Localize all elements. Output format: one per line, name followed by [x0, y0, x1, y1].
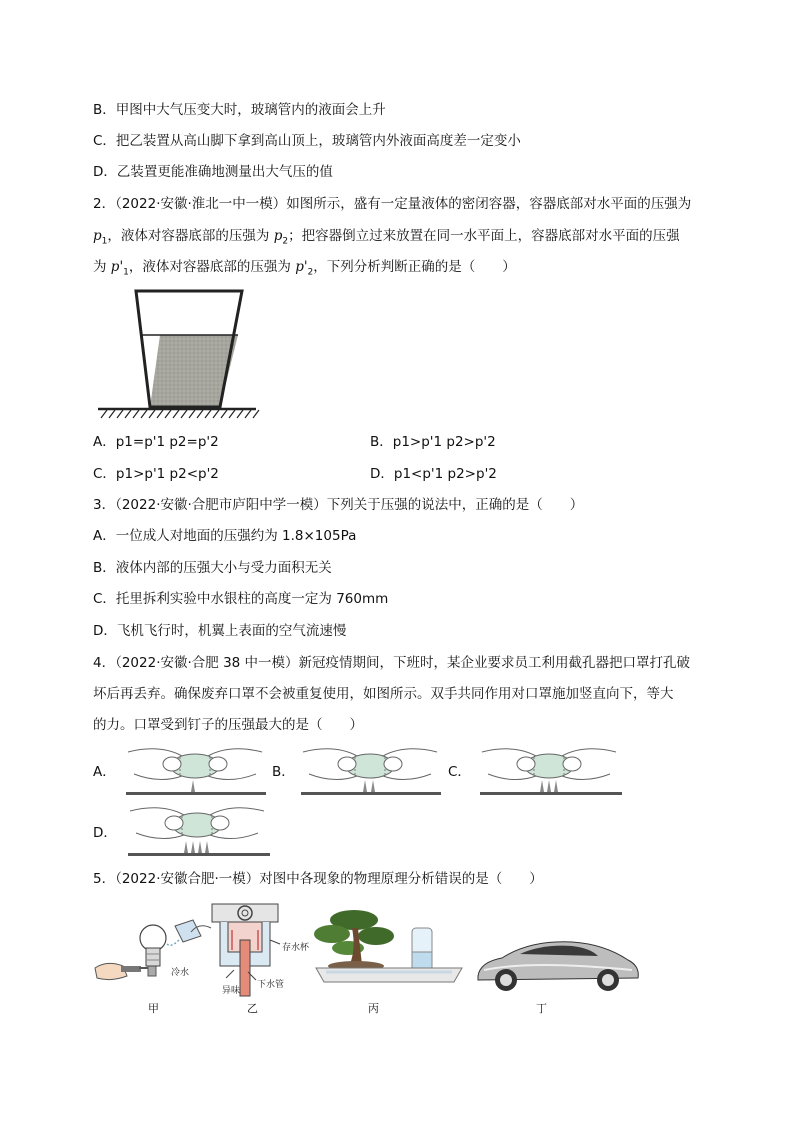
- caption-bing: 丙: [368, 1002, 379, 1015]
- q2-option-c: C．p1>p'1 p2<p'2: [93, 466, 219, 482]
- q4-label-b: B．: [272, 764, 295, 780]
- drain-pipe-label: 下水管: [257, 980, 285, 990]
- q2-option-a: A．p1=p'1 p2=p'2: [93, 434, 219, 450]
- caption-yi: 乙: [247, 1002, 258, 1015]
- q4-figure-d: [122, 801, 274, 861]
- q3-option-a: A．一位成人对地面的压强约为 1.8×105Pa: [93, 528, 357, 544]
- water-cup-label: 存水杯: [282, 943, 310, 953]
- ground-hatching: [101, 410, 259, 418]
- cold-water-label: 冷水: [171, 968, 190, 978]
- figure-ding-car: [472, 930, 644, 996]
- q4-label-d: D．: [93, 825, 117, 841]
- q4-stem-line2: 坏后再丢弃。确保废弃口罩不会被重复使用，如图所示。双手共同作用对口罩施加竖直向下，等大: [93, 686, 674, 702]
- q2-option-b: B．p1>p'1 p2>p'2: [370, 434, 496, 450]
- q2-stem-line1: 2．（2022·安徽·淮北一中一模）如图所示，盛有一定量液体的密闭容器，容器底部对水平面的压强为: [93, 196, 692, 212]
- q4-stem-line3: 的力。口罩受到钉子的压强最大的是（ ）: [93, 717, 363, 733]
- q2-option-d: D．p1<p'1 p2>p'2: [370, 466, 497, 482]
- q3-stem: 3．（2022·安徽·合肥市庐阳中学一模）下列关于压强的说法中，正确的是（ ）: [93, 497, 584, 513]
- q4-stem-line1: 4．（2022·安徽·合肥 38 中一模）新冠疫情期间，下班时，某企业要求员工利用截孔器把口罩打孔破: [93, 655, 691, 671]
- q4-figure-a: [120, 742, 270, 800]
- q4-figure-b: [295, 742, 445, 800]
- q4-figure-c: [474, 742, 626, 800]
- figure-jia-flask: [93, 910, 215, 992]
- q4-label-c: C．: [448, 764, 471, 780]
- q4-label-a: A．: [93, 764, 116, 780]
- q1-option-c: C．把乙装置从高山脚下拿到高山顶上，玻璃管内外液面高度差一定变小: [93, 133, 521, 149]
- q5-stem: 5．（2022·安徽合肥·一模）对图中各现象的物理原理分析错误的是（ ）: [93, 871, 543, 887]
- caption-ding: 丁: [536, 1002, 547, 1015]
- odor-label: 异味: [222, 986, 241, 996]
- q1-option-d: D．乙装置更能准确地测量出大气压的值: [93, 164, 333, 180]
- q3-option-b: B．液体内部的压强大小与受力面积无关: [93, 560, 332, 576]
- liquid: [150, 335, 238, 407]
- caption-jia: 甲: [148, 1002, 159, 1015]
- container-figure: [93, 288, 263, 420]
- figure-bing-bonsai: [312, 904, 468, 994]
- q2-stem-line3: 为 $p'_1$，液体对容器底部的压强为 $p'_2$，下列分析判断正确的是（ ）: [93, 259, 516, 278]
- q3-option-d: D．飞机飞行时，机翼上表面的空气流速慢: [93, 623, 347, 639]
- q1-option-b: B．甲图中大气压变大时，玻璃管内的液面会上升: [93, 102, 386, 118]
- q2-stem-line2: $p_1$，液体对容器底部的压强为 $p_2$；把容器倒立过来放置在同一水平面上，容器底部对水平面的压强: [93, 228, 680, 247]
- q3-option-c: C．托里拆利实验中水银柱的高度一定为 760mm: [93, 591, 389, 607]
